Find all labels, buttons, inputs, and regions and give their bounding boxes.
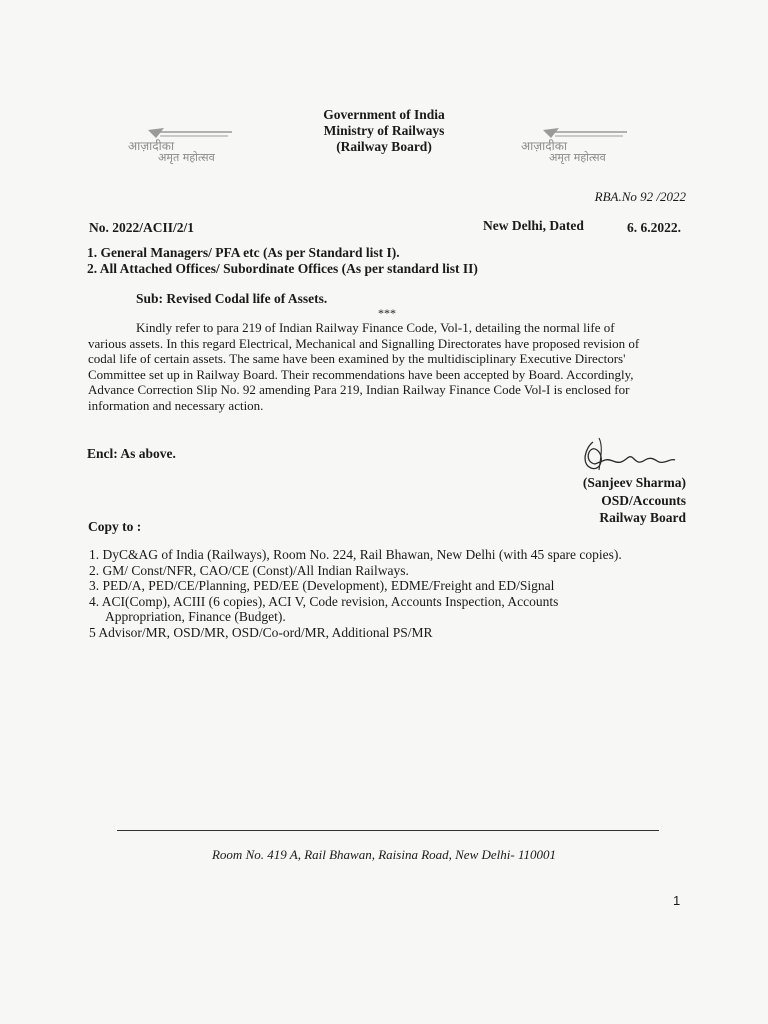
copy-to-list bbox=[89, 547, 622, 640]
body-line: information and necessary action. bbox=[88, 397, 264, 413]
logo-left-text-1: आज़ादीका bbox=[128, 139, 175, 153]
addressee-1: 1. General Managers/ PFA etc (As per Standard list I). bbox=[87, 245, 400, 260]
list-item: 4. ACI(Comp), ACIII (6 copies), ACI V, Code revision, Accounts Inspection, Accounts bbox=[89, 593, 559, 609]
letter-date: 6. 6.2022. bbox=[627, 220, 681, 235]
list-item: 2. GM/ Const/NFR, CAO/CE (Const)/All Indian Railways. bbox=[89, 562, 409, 578]
copy-to-label: Copy to : bbox=[88, 519, 142, 534]
addressee-2: 2. All Attached Offices/ Subordinate Offices (As per standard list II) bbox=[87, 261, 478, 276]
list-item: Appropriation, Finance (Budget). bbox=[105, 609, 286, 624]
body-line: Advance Correction Slip No. 92 amending Para 219, Indian Railway Finance Code Vol-I is enclosed for bbox=[88, 382, 630, 398]
body-line: various assets. In this regard Electrical, Mechanical and Signalling Directorates have proposed revision of bbox=[88, 335, 640, 351]
logo-right-text-2: अमृत महोत्सव bbox=[549, 151, 606, 164]
list-item: 1. DyC&AG of India (Railways), Room No. 224, Rail Bhawan, New Delhi (with 45 spare copies). bbox=[89, 547, 622, 562]
body-line: Committee set up in Railway Board. Their recommendations have been accepted by Board. Accordingly, bbox=[88, 366, 634, 382]
enclosure-note: Encl: As above. bbox=[87, 446, 176, 461]
list-item: 3. PED/A, PED/CE/Planning, PED/EE (Development), EDME/Freight and ED/Signal bbox=[89, 578, 555, 593]
signatory-name: (Sanjeev Sharma) bbox=[582, 475, 686, 490]
signatory-office: Railway Board bbox=[599, 510, 686, 525]
subject-line: Sub: Revised Codal life of Assets. bbox=[136, 291, 328, 306]
letterhead-board: (Railway Board) bbox=[336, 139, 432, 154]
footer-divider bbox=[117, 830, 659, 831]
letterhead-ministry: Ministry of Railways bbox=[323, 123, 445, 138]
signatory-designation: OSD/Accounts bbox=[601, 492, 686, 508]
body-line: Kindly refer to para 219 of Indian Railway Finance Code, Vol-1, detailing the normal life of bbox=[136, 320, 615, 335]
dated-label: New Delhi, Dated bbox=[483, 218, 584, 233]
letter-number: No. 2022/ACII/2/1 bbox=[89, 220, 195, 235]
azadi-logo-left-icon bbox=[120, 126, 250, 164]
body-line: codal life of certain assets. The same have been examined by the multidisciplinary Executive Directors' bbox=[88, 351, 626, 367]
footer-address: Room No. 419 A, Rail Bhawan, Raisina Road, New Delhi- 110001 bbox=[211, 847, 556, 862]
list-item: 5 Advisor/MR, OSD/MR, OSD/Co-ord/MR, Additional PS/MR bbox=[89, 624, 433, 640]
azadi-logo-right-icon bbox=[515, 126, 645, 164]
reference-number: RBA.No 92 /2022 bbox=[594, 189, 686, 204]
separator-stars: *** bbox=[378, 306, 396, 320]
letterhead bbox=[0, 107, 768, 155]
letter-body bbox=[88, 320, 688, 414]
page-number: 1 bbox=[673, 893, 681, 908]
logo-left-text-2: अमृत महोत्सव bbox=[158, 151, 215, 164]
letterhead-government: Government of India bbox=[323, 107, 445, 122]
signatory-block bbox=[583, 474, 686, 527]
logo-right-text-1: आज़ादीका bbox=[521, 139, 568, 153]
